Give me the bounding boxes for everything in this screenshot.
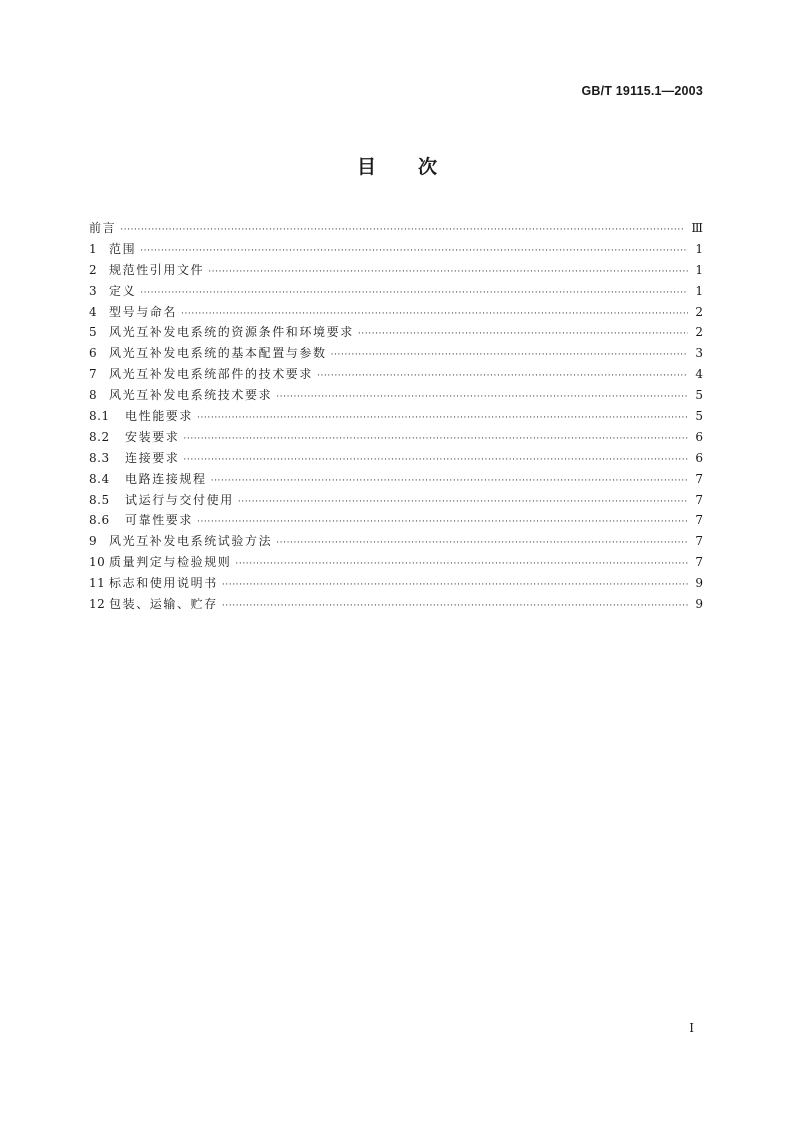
toc-entry-page: 1 xyxy=(695,262,703,277)
page-number: I xyxy=(689,1021,694,1035)
toc-entry-title: 风光互补发电系统试验方法 xyxy=(109,534,273,549)
toc-entry-title: 标志和使用说明书 xyxy=(109,576,218,591)
toc-entry-title: 电路连接规程 xyxy=(125,471,207,486)
toc-entry-number: 9 xyxy=(89,534,98,549)
toc-entry-page: 7 xyxy=(695,492,703,507)
toc-leader-dots xyxy=(197,512,688,533)
toc-entry-page: 7 xyxy=(695,513,703,528)
toc-entry[interactable] xyxy=(89,260,703,281)
toc-leader-dots xyxy=(235,554,688,575)
toc-leader-dots xyxy=(211,471,688,492)
toc-entry-number: 11 xyxy=(89,576,106,591)
toc-entry-number: 8.5 xyxy=(89,492,110,507)
toc-entry[interactable] xyxy=(89,302,703,323)
toc-entry-page: 1 xyxy=(695,241,703,256)
toc-entry-number: 8.1 xyxy=(89,409,110,424)
toc-entry-title: 包装、运输、贮存 xyxy=(109,597,218,612)
toc-entry-page: 7 xyxy=(695,471,703,486)
toc-leader-dots xyxy=(181,304,688,325)
toc-entry-title: 型号与命名 xyxy=(109,304,178,319)
toc-entry[interactable] xyxy=(89,239,703,260)
toc-entry-page: 5 xyxy=(695,409,703,424)
toc-entry[interactable] xyxy=(89,552,703,573)
toc-entry[interactable] xyxy=(89,469,703,490)
toc-entry-number: 1 xyxy=(89,241,98,256)
toc-entry[interactable] xyxy=(89,343,703,364)
toc-entry-title: 安装要求 xyxy=(125,429,180,444)
toc-entry-page: 9 xyxy=(695,597,703,612)
toc-entry[interactable] xyxy=(89,281,703,302)
toc-entry-page: 2 xyxy=(695,325,703,340)
toc-entry-page: 3 xyxy=(695,346,703,361)
toc-entry-page: 1 xyxy=(695,283,703,298)
toc-leader-dots xyxy=(358,324,688,345)
toc-entry-title: 风光互补发电系统的基本配置与参数 xyxy=(109,346,327,361)
toc-leader-dots xyxy=(238,492,688,513)
page-title xyxy=(0,152,794,179)
toc-entry-number: 6 xyxy=(89,346,98,361)
toc-entry-number: 8.4 xyxy=(89,471,110,486)
toc-entry-title: 连接要求 xyxy=(125,450,180,465)
toc-entry-page: 2 xyxy=(695,304,703,319)
toc-entry-number: 8.2 xyxy=(89,429,110,444)
toc-entry-title: 风光互补发电系统技术要求 xyxy=(109,388,273,403)
toc-entry[interactable] xyxy=(89,364,703,385)
toc-entry-page: 7 xyxy=(695,555,703,570)
toc-leader-dots xyxy=(276,533,688,554)
toc-entry-title: 可靠性要求 xyxy=(125,513,194,528)
toc-entry-page: 5 xyxy=(695,388,703,403)
table-of-contents xyxy=(89,218,703,615)
toc-entry[interactable] xyxy=(89,322,703,343)
toc-entry[interactable] xyxy=(89,385,703,406)
toc-leader-dots xyxy=(197,408,688,429)
toc-leader-dots xyxy=(222,575,688,596)
toc-entry[interactable] xyxy=(89,427,703,448)
toc-entry-title: 电性能要求 xyxy=(125,409,194,424)
toc-entry-number: 10 xyxy=(89,555,106,570)
toc-entry-number: 3 xyxy=(89,283,98,298)
toc-leader-dots xyxy=(222,596,688,617)
toc-leader-dots xyxy=(140,283,688,304)
toc-leader-dots xyxy=(183,450,688,471)
toc-entry-page: 4 xyxy=(695,367,703,382)
toc-entry-number: 8.3 xyxy=(89,450,110,465)
toc-entry-number: 4 xyxy=(89,304,98,319)
toc-leader-dots xyxy=(317,366,688,387)
toc-entry[interactable] xyxy=(89,448,703,469)
toc-entry-page: Ⅲ xyxy=(691,221,703,235)
toc-entry-title: 前言 xyxy=(89,221,117,235)
toc-entry[interactable] xyxy=(89,490,703,511)
toc-entry-number: 8.6 xyxy=(89,513,110,528)
toc-entry[interactable] xyxy=(89,510,703,531)
toc-entry-number: 7 xyxy=(89,367,98,382)
toc-entry[interactable] xyxy=(89,531,703,552)
toc-leader-dots xyxy=(120,220,685,241)
toc-entry-title: 定义 xyxy=(109,283,137,298)
toc-leader-dots xyxy=(331,345,688,366)
toc-entry[interactable] xyxy=(89,406,703,427)
toc-entry-number: 12 xyxy=(89,597,106,612)
page-title-char-1: 目 xyxy=(356,156,376,178)
page-title-char-2: 次 xyxy=(418,156,438,178)
toc-entry-title: 规范性引用文件 xyxy=(109,262,205,277)
toc-leader-dots xyxy=(183,429,688,450)
toc-entry-title: 质量判定与检验规则 xyxy=(109,555,232,570)
toc-entry-number: 2 xyxy=(89,262,98,277)
toc-entry-page: 9 xyxy=(695,576,703,591)
toc-entry-title: 风光互补发电系统部件的技术要求 xyxy=(109,367,314,382)
toc-entry-title: 试运行与交付使用 xyxy=(125,492,234,507)
toc-entry-title: 范围 xyxy=(109,241,137,256)
toc-entry-number: 5 xyxy=(89,325,98,340)
toc-leader-dots xyxy=(276,387,688,408)
toc-entry-page: 6 xyxy=(695,450,703,465)
toc-entry[interactable] xyxy=(89,573,703,594)
standard-code: GB/T 19115.1—2003 xyxy=(581,84,703,98)
toc-entry-number: 8 xyxy=(89,388,98,403)
toc-leader-dots xyxy=(208,262,688,283)
toc-entry[interactable] xyxy=(89,594,703,615)
toc-entry-page: 7 xyxy=(695,534,703,549)
toc-entry-title: 风光互补发电系统的资源条件和环境要求 xyxy=(109,325,354,340)
toc-leader-dots xyxy=(140,241,688,262)
toc-entry[interactable] xyxy=(89,218,703,239)
toc-entry-page: 6 xyxy=(695,429,703,444)
